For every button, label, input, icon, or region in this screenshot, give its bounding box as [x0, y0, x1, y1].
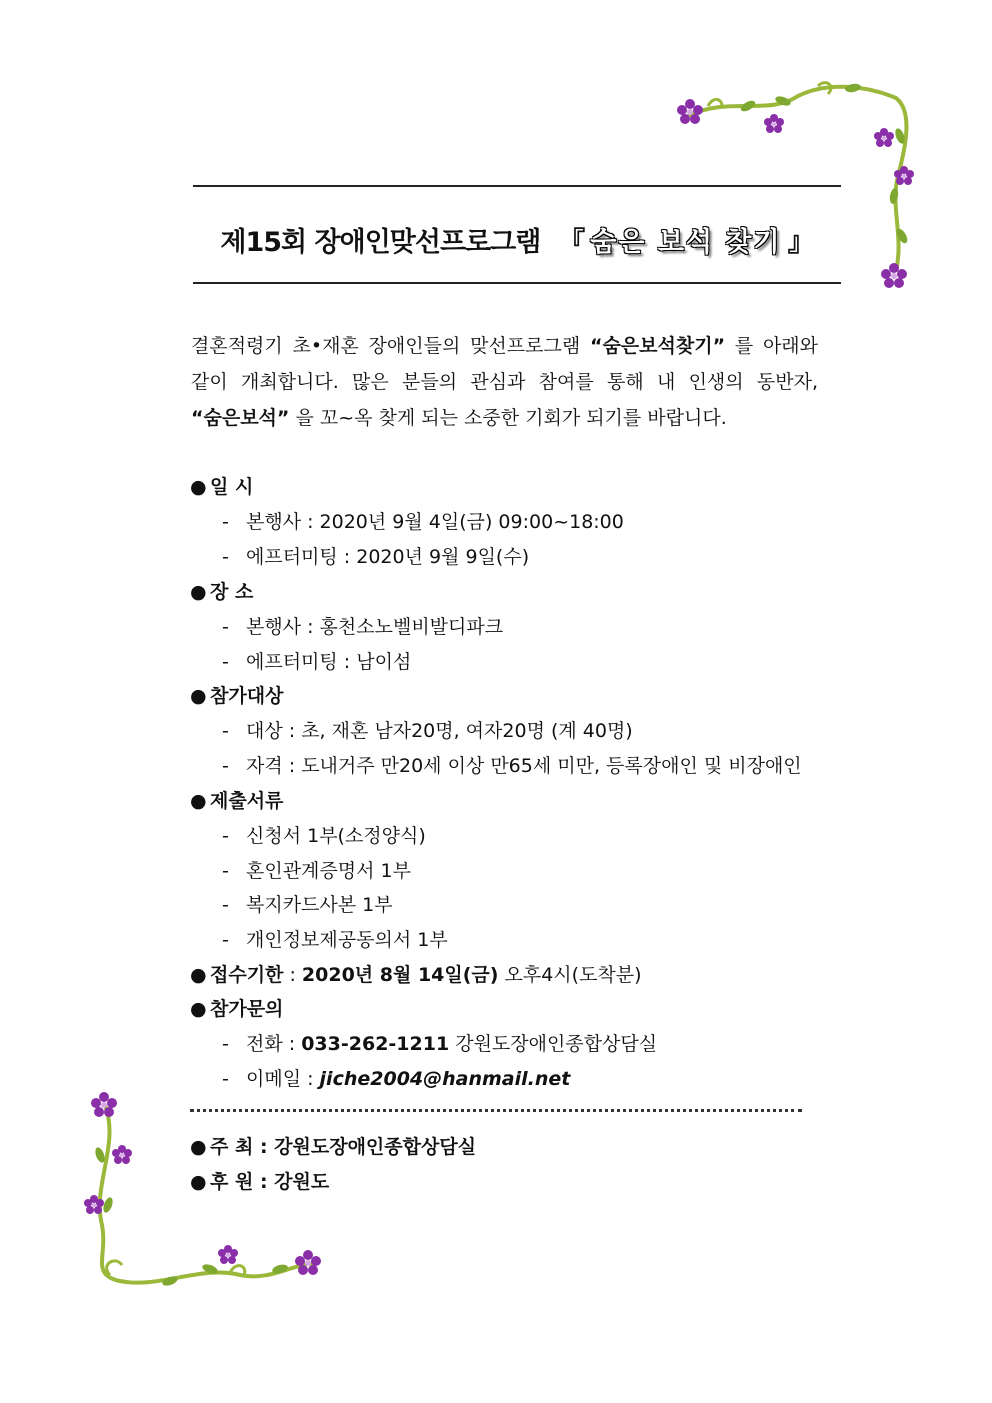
list-item	[222, 1029, 657, 1056]
section-deadline	[190, 960, 642, 987]
bullet-icon: ●	[190, 476, 207, 498]
page-title	[193, 214, 841, 264]
list-item	[222, 821, 426, 848]
phone-number: 033-262-1211	[301, 1033, 450, 1055]
deadline-date: 2020년 8월 14일(금)	[301, 964, 499, 986]
list-item	[222, 647, 411, 674]
dash-marker: -	[222, 616, 229, 638]
title-highlight: 숨은 보석 찾기	[590, 226, 782, 258]
item-text: 자격 : 도내거주 만20세 이상 만65세 미만, 등록장애인 및 비장애인	[246, 755, 802, 777]
email-address[interactable]: jiche2004@hanmail.net	[319, 1068, 571, 1090]
title-bottom-rule	[193, 282, 841, 284]
dash-marker: -	[222, 755, 229, 777]
item-text: 본행사 : 2020년 9월 4일(금) 09:00~18:00	[246, 511, 624, 533]
title-top-rule	[193, 185, 841, 187]
title-open-bracket: 『	[558, 226, 585, 258]
list-item	[222, 751, 802, 778]
bullet-icon: ●	[190, 998, 207, 1020]
phone-label: 전화 :	[246, 1033, 302, 1055]
section-date	[190, 472, 253, 499]
section-label: 장 소	[210, 581, 254, 603]
item-text: 에프터미팅 : 2020년 9월 9일(수)	[246, 546, 530, 568]
email-label: 이메일 :	[246, 1068, 320, 1090]
dash-marker: -	[222, 511, 229, 533]
item-text: 혼인관계증명서 1부	[246, 860, 411, 882]
section-inquiry	[190, 994, 283, 1021]
list-item	[222, 1064, 570, 1091]
section-label: 참가대상	[210, 685, 284, 707]
footer-host	[190, 1132, 476, 1159]
bullet-icon: ●	[190, 964, 207, 986]
dash-marker: -	[222, 546, 229, 568]
item-text: 본행사 : 홍천소노벨비발디파크	[246, 616, 504, 638]
dash-marker: -	[222, 894, 229, 916]
list-item	[222, 507, 624, 534]
dash-marker: -	[222, 825, 229, 847]
item-text: 대상 : 초, 재혼 남자20명, 여자20명 (계 40명)	[246, 720, 633, 742]
dash-marker: -	[222, 1068, 229, 1090]
list-item	[222, 612, 503, 639]
host-text: 주 최 : 강원도장애인종합상담실	[210, 1136, 477, 1158]
dash-marker: -	[222, 860, 229, 882]
deadline-time: 오후4시(도착분)	[498, 964, 642, 986]
list-item	[222, 716, 633, 743]
intro-paragraph	[191, 328, 818, 436]
section-label: 접수기한	[210, 964, 284, 986]
section-target	[190, 681, 283, 708]
bullet-icon: ●	[190, 581, 207, 603]
item-text: 개인정보제공동의서 1부	[246, 929, 448, 951]
intro-text-2: 를 아래와 같이 개최합니다. 많은 분들의 관심과 참여를 통해 내 인생의 동반자,	[191, 335, 819, 393]
dash-marker: -	[222, 651, 229, 673]
dash-marker: -	[222, 929, 229, 951]
footer-sponsor	[190, 1167, 329, 1194]
list-item	[222, 890, 393, 917]
section-documents	[190, 786, 283, 813]
section-label: 일 시	[210, 476, 254, 498]
dash-marker: -	[222, 720, 229, 742]
dotted-divider	[190, 1109, 802, 1112]
bullet-icon: ●	[190, 1171, 207, 1193]
bullet-icon: ●	[190, 1136, 207, 1158]
phone-office: 강원도장애인종합상담실	[449, 1033, 658, 1055]
title-prefix: 제15회 장애인맞선프로그램	[220, 226, 541, 258]
dash-marker: -	[222, 1033, 229, 1055]
item-text: 에프터미팅 : 남이섬	[246, 651, 412, 673]
intro-program-name: “숨은보석찾기”	[589, 335, 726, 357]
intro-gem-quote: “숨은보석”	[191, 407, 290, 429]
intro-text-1: 결혼적령기 초•재혼 장애인들의 맞선프로그램	[191, 335, 590, 357]
list-item	[222, 925, 448, 952]
section-label: 제출서류	[210, 790, 284, 812]
section-place	[190, 577, 253, 604]
separator: :	[283, 964, 302, 986]
bullet-icon: ●	[190, 685, 207, 707]
intro-text-3: 을 꼬~옥 찾게 되는 소중한 기회가 되기를 바랍니다.	[289, 407, 727, 429]
title-close-bracket: 』	[787, 226, 814, 258]
sponsor-text: 후 원 : 강원도	[210, 1171, 330, 1193]
item-text: 신청서 1부(소정양식)	[246, 825, 426, 847]
item-text: 복지카드사본 1부	[246, 894, 393, 916]
bullet-icon: ●	[190, 790, 207, 812]
list-item	[222, 856, 411, 883]
section-label: 참가문의	[210, 998, 284, 1020]
list-item	[222, 542, 529, 569]
